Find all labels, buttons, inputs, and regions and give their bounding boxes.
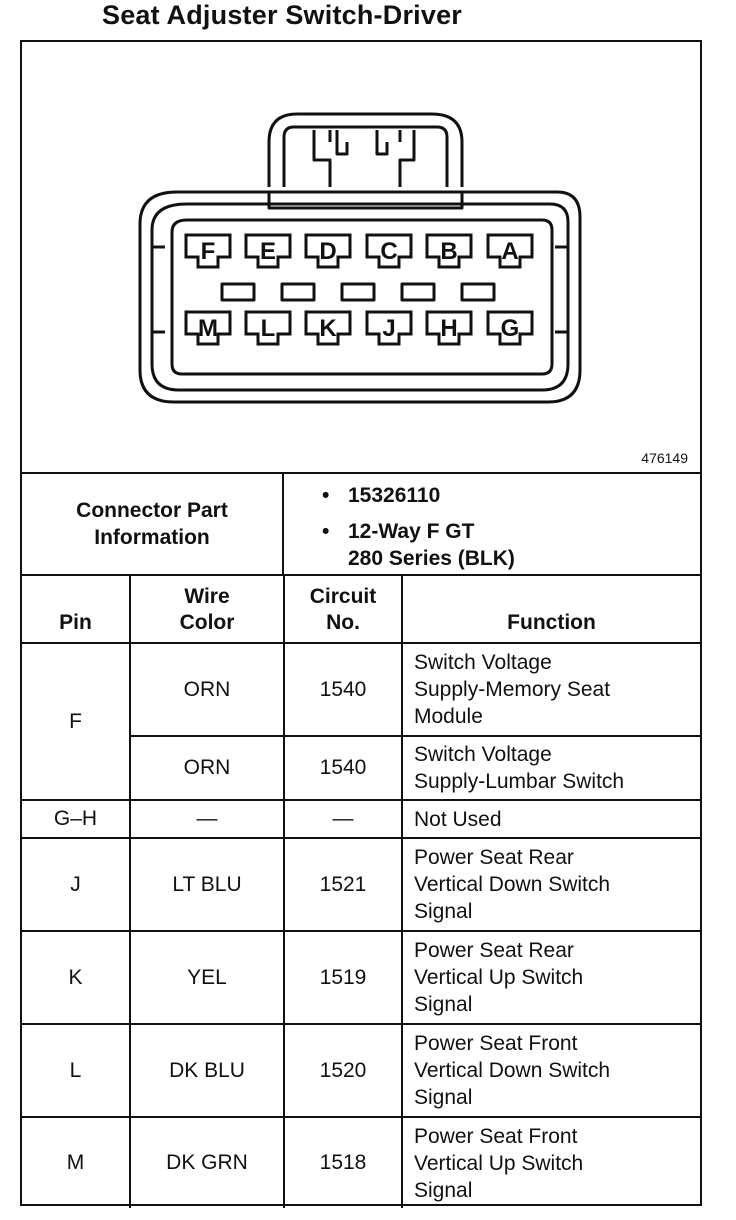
housing-rim [152, 204, 568, 390]
latch-detail [330, 130, 400, 154]
circuit-cell: 1540 [284, 736, 402, 800]
function-cell: Switch Voltage Supply-Lumbar Switch [402, 736, 700, 800]
table-row [22, 1117, 700, 1208]
function-cell: Power Seat Front Vertical Down Switch Signal [402, 1024, 700, 1117]
pin-label: L [260, 315, 276, 342]
header-pin: Pin [22, 575, 130, 643]
function-cell: Power Seat Front Vertical Up Switch Signal [402, 1117, 700, 1208]
part-number: • 15326110 [322, 482, 515, 509]
table-row [22, 1024, 700, 1117]
pin-label: D [319, 238, 337, 265]
pin-label: G [500, 315, 520, 342]
function-cell: Power Seat Rear Vertical Down Switch Signal [402, 838, 700, 931]
wire-color-cell: LT BLU [130, 838, 284, 931]
part-info-label-line1: Connector Part [76, 499, 228, 522]
pin-cell: L [22, 1024, 130, 1117]
figure-id: 476149 [641, 450, 688, 466]
pin-label: E [259, 238, 277, 265]
connector-part-info [22, 472, 700, 576]
table-row [22, 838, 700, 931]
wire-color-cell: ORN [130, 736, 284, 800]
pin-label: B [440, 238, 458, 265]
connector-diagram [22, 42, 700, 472]
pin-cell: K [22, 931, 130, 1024]
connector-type: • 12-Way F GT 280 Series (BLK) [322, 518, 515, 572]
spacer-slot [342, 284, 374, 300]
part-info-list [322, 482, 515, 572]
latch-outer [269, 114, 462, 187]
function-cell: Switch Voltage Supply-Memory Seat Module [402, 643, 700, 736]
page-title: Seat Adjuster Switch-Driver [102, 0, 462, 30]
wire-color-cell: — [130, 800, 284, 838]
circuit-cell: 1519 [284, 931, 402, 1024]
spacer-slot [462, 284, 494, 300]
spacer-slot [402, 284, 434, 300]
wire-color-cell: YEL [130, 931, 284, 1024]
pin-label: J [382, 315, 396, 342]
pin-cell: F [22, 643, 130, 800]
pin-label: C [380, 238, 398, 265]
table-row [22, 800, 700, 838]
pin-cell: J [22, 838, 130, 931]
pin-label: M [198, 315, 218, 342]
header-wire-color: Wire Color [130, 575, 284, 643]
pin-label: A [501, 238, 519, 265]
part-info-label [22, 474, 284, 574]
table-header-row [22, 575, 700, 643]
pinout-table [22, 574, 700, 1208]
connector-drawing [22, 42, 700, 472]
connector-sheet [20, 40, 702, 1206]
circuit-cell: 1540 [284, 643, 402, 736]
housing-outer [140, 192, 580, 402]
circuit-cell: 1518 [284, 1117, 402, 1208]
pin-label: F [200, 238, 216, 265]
wire-color-cell: ORN [130, 643, 284, 736]
part-info-label-line2: Information [94, 526, 210, 549]
pin-cell: G–H [22, 800, 130, 838]
header-circuit-no: Circuit No. [284, 575, 402, 643]
pin-label: H [440, 315, 458, 342]
header-function: Function [402, 575, 700, 643]
circuit-cell: 1520 [284, 1024, 402, 1117]
pin-label: K [319, 315, 337, 342]
spacer-slot [282, 284, 314, 300]
pin-cell: M [22, 1117, 130, 1208]
table-row [22, 931, 700, 1024]
circuit-cell: 1521 [284, 838, 402, 931]
circuit-cell: — [284, 800, 402, 838]
latch-inner [284, 127, 447, 187]
function-cell: Not Used [402, 800, 700, 838]
wire-color-cell: DK BLU [130, 1024, 284, 1117]
latch-base [269, 192, 462, 208]
wire-color-cell: DK GRN [130, 1117, 284, 1208]
spacer-slot [222, 284, 254, 300]
table-row [22, 643, 700, 736]
function-cell: Power Seat Rear Vertical Up Switch Signal [402, 931, 700, 1024]
